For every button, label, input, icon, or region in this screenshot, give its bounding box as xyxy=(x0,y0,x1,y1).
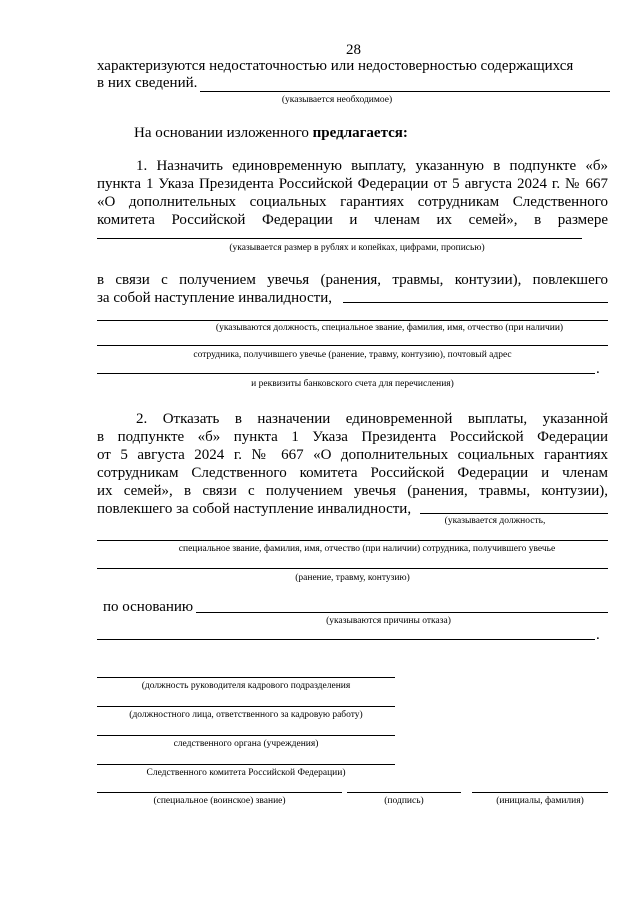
item1-amount-underline xyxy=(97,238,582,239)
item2-grounds-label: по основанию xyxy=(103,599,194,615)
item2-line-6-underline xyxy=(420,513,608,514)
item1-period: . xyxy=(596,361,600,377)
sig-sign-caption: (подпись) xyxy=(384,796,424,806)
item1-line-6-underline xyxy=(343,302,608,303)
item1-bank-underline xyxy=(97,373,595,374)
item2-line-2: в подпункте «б» пункта 1 Указа Президента Российской Федерации xyxy=(97,429,608,445)
item1-position-caption: (указываются должность, специальное звание, фамилия, имя, отчество (при наличии) xyxy=(215,323,564,333)
sig-head-underline xyxy=(97,677,395,678)
item1-line-3: «О дополнительных социальных гарантиях сотрудникам Следственного xyxy=(97,194,608,210)
item1-employee-underline xyxy=(97,345,608,346)
basis-prefix: На основании изложенного xyxy=(134,125,313,141)
item2-rank-underline xyxy=(97,540,608,541)
intro-line-1-text: характеризуются недостаточностью или недостоверностью содержащихся xyxy=(97,58,574,74)
item1-position-underline xyxy=(97,320,608,321)
sig-official-caption: (должностного лица, ответственного за кадровую работу) xyxy=(129,710,363,720)
item1-bank-caption: и реквизиты банковского счета для перечисления) xyxy=(251,379,454,389)
item2-line-3: от 5 августа 2024 г. № 667 «О дополнительных социальных гарантиях xyxy=(97,447,608,463)
sig-organ-caption: следственного органа (учреждения) xyxy=(173,739,319,749)
sig-rank-caption: (специальное (воинское) звание) xyxy=(153,796,286,806)
item2-line-4: сотрудникам Следственного комитета Российской Федерации и членам xyxy=(97,465,608,481)
basis-line xyxy=(134,125,408,142)
sig-initials-underline xyxy=(472,792,608,793)
sig-official-underline xyxy=(97,706,395,707)
sig-initials-caption: (инициалы, фамилия) xyxy=(496,796,584,806)
item2-injury-caption: (ранение, травму, контузию) xyxy=(295,573,410,583)
item2-line-1: 2. Отказать в назначении единовременной выплаты, указанной xyxy=(136,411,608,427)
sig-organ-underline xyxy=(97,735,395,736)
item1-amount-caption: (указывается размер в рублях и копейках, цифрами, прописью) xyxy=(229,243,485,253)
item2-line-5: их семей», в связи с получением увечья (ранения, травмы, контузии), xyxy=(97,483,608,499)
item2-position-caption: (указывается должность, xyxy=(444,516,546,526)
sig-rank-underline xyxy=(97,792,342,793)
page-number: 28 xyxy=(346,42,361,58)
item2-injury-underline xyxy=(97,568,608,569)
sig-committee-underline xyxy=(97,764,395,765)
item2-period: . xyxy=(596,627,600,643)
item2-line-6: повлекшего за собой наступление инвалидности, xyxy=(97,501,412,517)
intro-caption: (указывается необходимое) xyxy=(281,95,393,105)
item2-grounds-underline xyxy=(196,612,608,613)
item1-employee-caption: сотрудника, получившего увечье (ранение, травму, контузию), почтовый адрес xyxy=(193,350,512,360)
intro-line-1 xyxy=(97,58,608,75)
intro-line-2: в них сведений. xyxy=(97,75,198,91)
basis-emphasis: предлагается: xyxy=(312,125,408,141)
item2-reasons-underline xyxy=(97,639,595,640)
item1-line-5: в связи с получением увечья (ранения, травмы, контузии), повлекшего xyxy=(97,272,608,288)
sig-sign-underline xyxy=(347,792,461,793)
item1-line-4: комитета Российской Федерации и членам их семей», в размере xyxy=(97,212,608,228)
sig-head-caption: (должность руководителя кадрового подразделения xyxy=(141,681,351,691)
sig-committee-caption: Следственного комитета Российской Федерации) xyxy=(146,768,346,778)
intro-underline xyxy=(200,91,610,92)
item2-reasons-caption: (указываются причины отказа) xyxy=(326,616,451,626)
item2-rank-caption: специальное звание, фамилия, имя, отчество (при наличии) сотрудника, получившего увечье xyxy=(178,544,556,554)
item1-line-1: 1. Назначить единовременную выплату, указанную в подпункте «б» xyxy=(136,158,608,174)
item1-line-6: за собой наступление инвалидности, xyxy=(97,290,332,306)
item1-line-2: пункта 1 Указа Президента Российской Федерации от 5 августа 2024 г. № 667 xyxy=(97,176,608,192)
